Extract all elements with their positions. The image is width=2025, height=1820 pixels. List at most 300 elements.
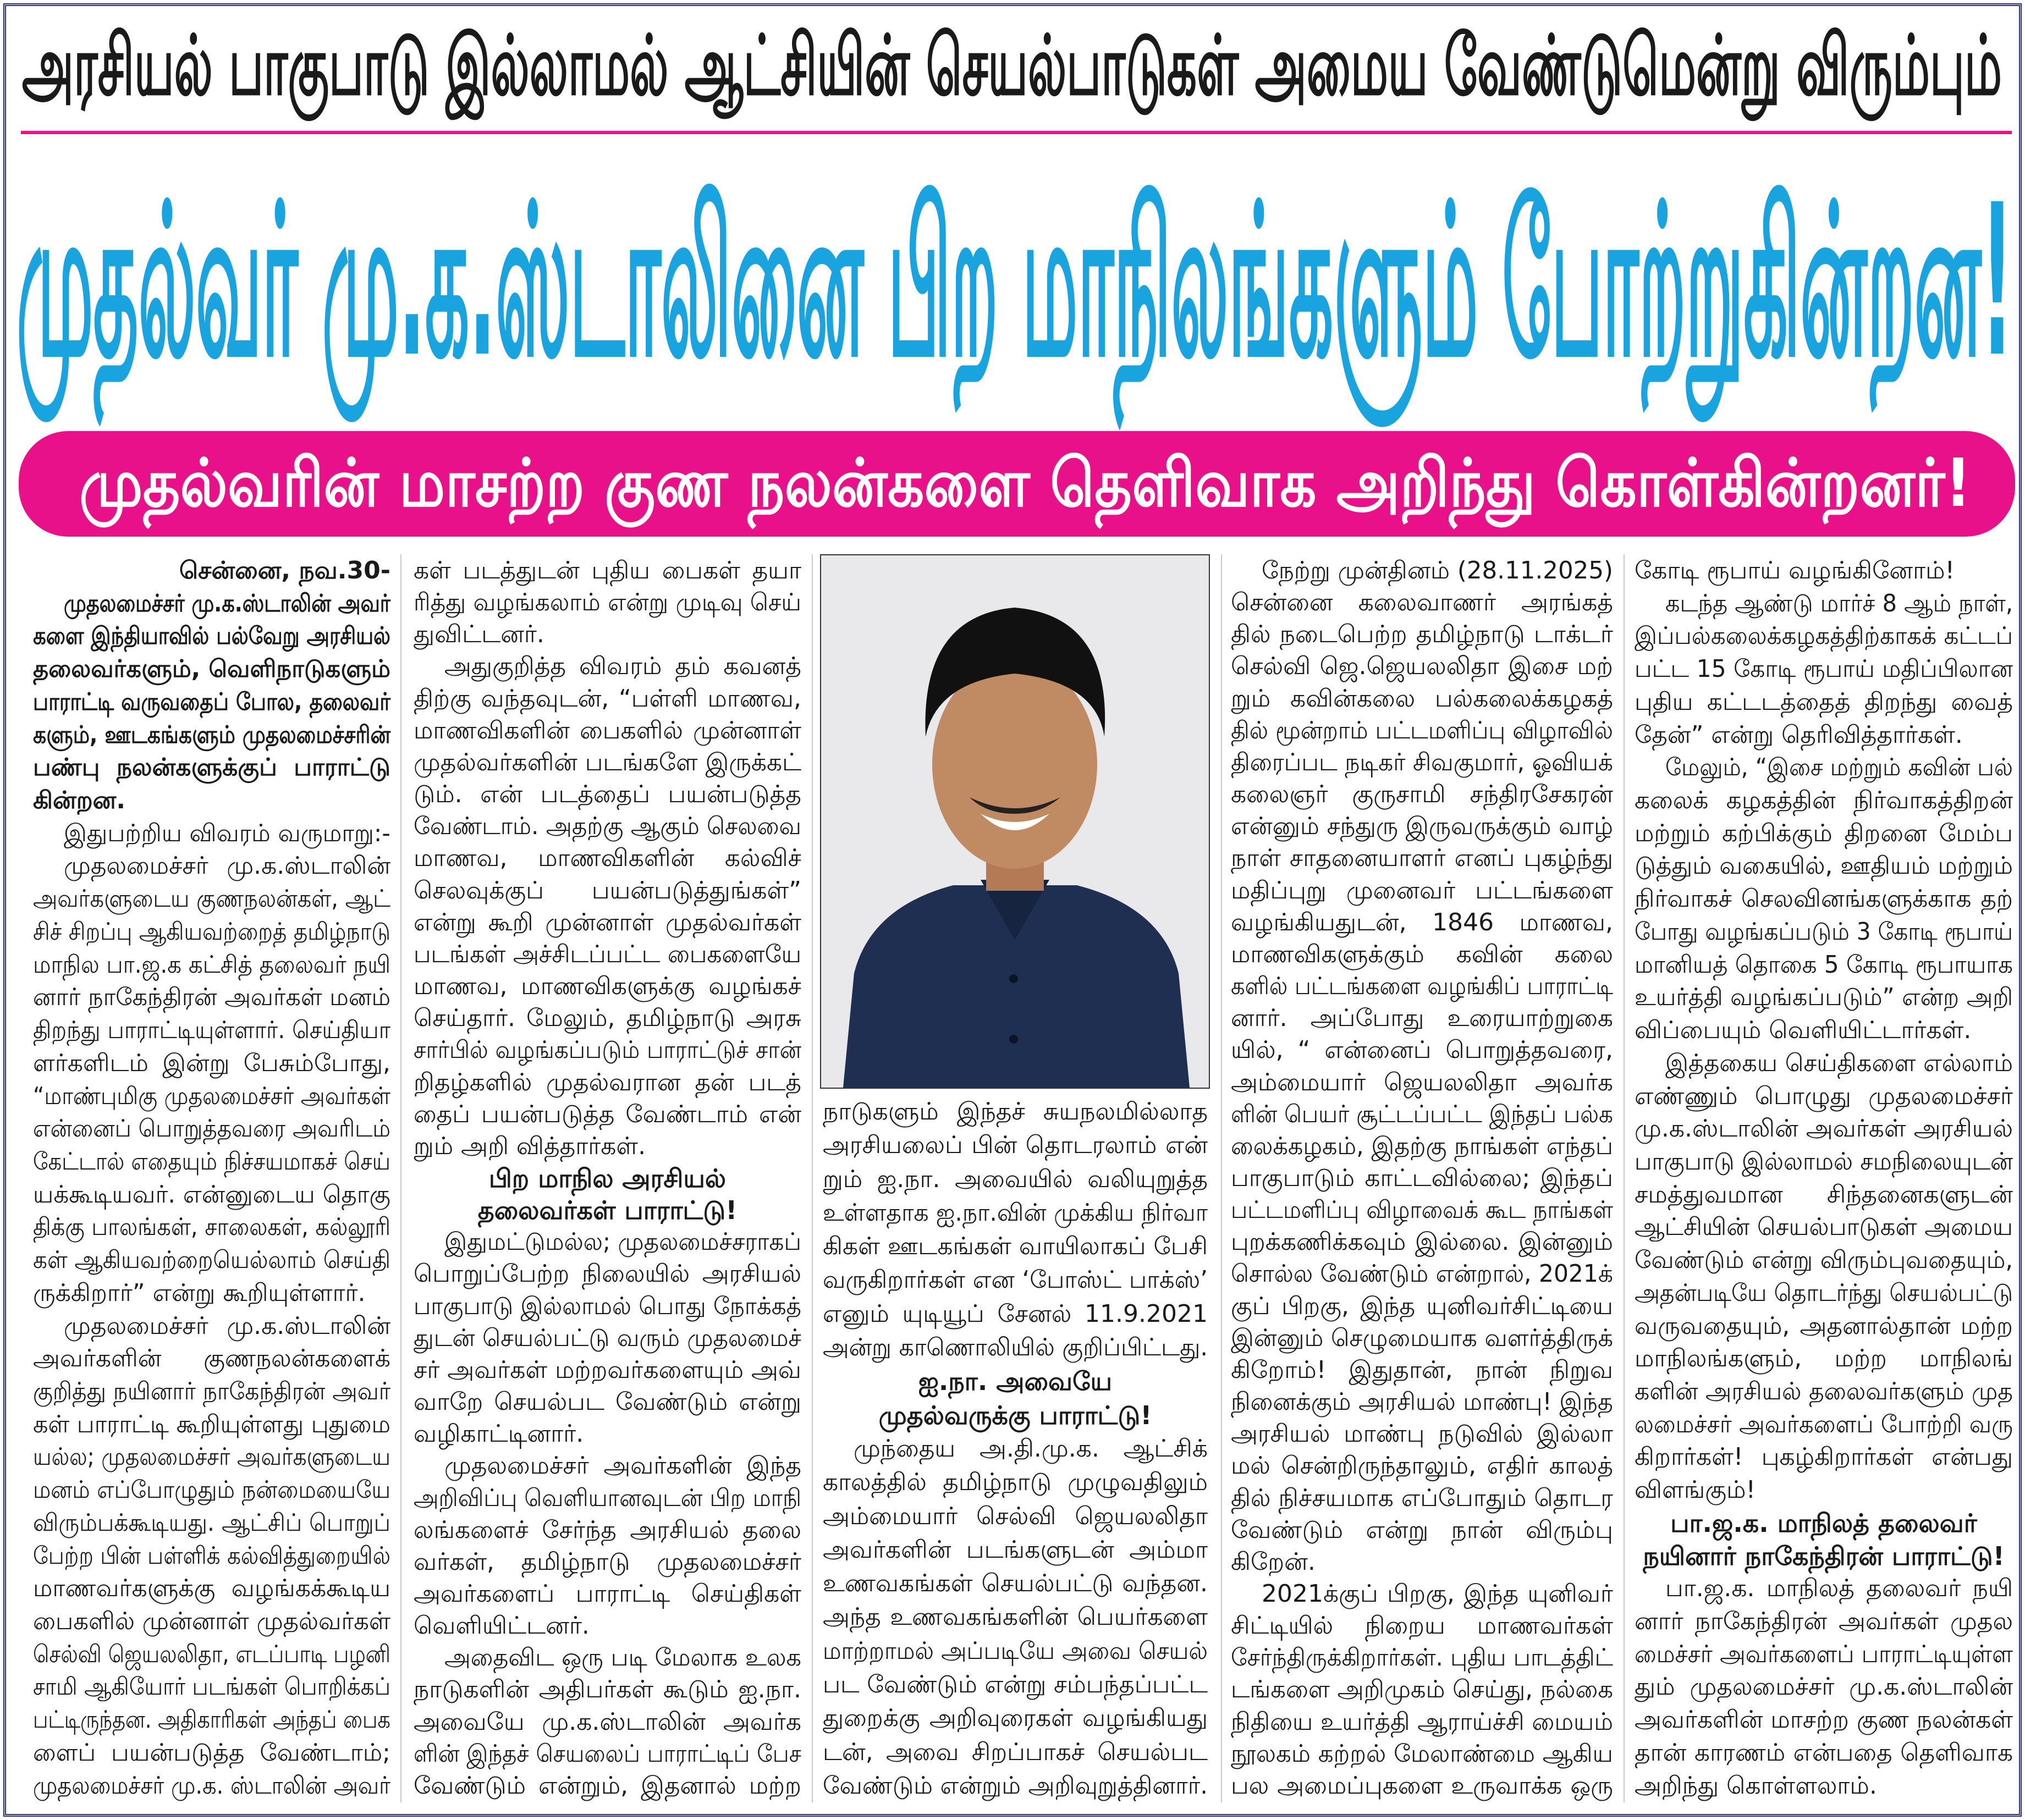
line-text: பட வேண்டும் என்று சம்பந்தப்பட்ட — [823, 1670, 1208, 1699]
line-text: “மாண்புமிகு முதலமைச்சர் அவர்கள் — [33, 1082, 390, 1110]
line-text: யில், “ என்னைப் பொறுத்தவரை, — [1231, 1036, 1613, 1065]
article-text-line — [414, 685, 801, 713]
article-text-line — [1231, 1643, 1613, 1672]
article-text-line — [414, 588, 801, 617]
article-text-line — [823, 1569, 1208, 1598]
line-text: தலைவர்களும், வெளிநாடுகளும் — [33, 655, 390, 683]
line-text: கள் படத்துடன் புதிய பைகள் தயா — [414, 556, 801, 584]
line-text: தில் நடைபெற்ற தமிழ்நாடு டாக்டர் — [1231, 620, 1613, 649]
line-text: தில் நிச்சயமாக எப்போதும் தொடர — [1231, 1483, 1613, 1512]
article-text-line — [1231, 1388, 1613, 1416]
line-text: எண்ணும் பொழுது முதலமைச்சர் — [1635, 1082, 2013, 1110]
article-text-line — [414, 1484, 801, 1513]
line-text: டங்களை அறிமுகம் செய்து, நல்கை — [1231, 1675, 1613, 1704]
line-text: தான் காரணம் என்பதை தெளிவாக — [1635, 1738, 2013, 1767]
article-text-line — [33, 1706, 390, 1734]
line-text: வழங்கியதுடன், 1846 மாணவ, — [1231, 908, 1613, 936]
line-text: 2021க்குப் பிறகு, இந்த யுனிவர் — [1262, 1580, 1613, 1608]
article-text-line — [1231, 685, 1613, 713]
line-text: செய்தார். மேலும், தமிழ்நாடு அரசு — [414, 1004, 801, 1033]
article-text-line — [1231, 1452, 1613, 1480]
line-text: விப்பையும் வெளியிட்டார்கள். — [1635, 1016, 1972, 1045]
line-text: நாடுகளின் அதிபர்கள் கூடும் ஐ.நா. — [414, 1675, 801, 1704]
line-text: கள் பாராட்டி கூறியுள்ளது புதுமை — [33, 1410, 390, 1438]
line-text: தலைவர்கள் பாராட்டு! — [477, 1195, 738, 1226]
article-text-line — [414, 1420, 801, 1448]
article-text-line — [1635, 1673, 2013, 1701]
line-text: பண்பு நலன்களுக்குப் பாராட்டு — [33, 753, 390, 782]
article-text-line — [1231, 1004, 1613, 1033]
article-text-line — [1635, 688, 2013, 716]
line-text: விளங்கும்! — [1635, 1476, 1756, 1504]
line-text: ஆட்சியின் செயல்பாடுகள் அமைய — [1635, 1213, 2013, 1242]
line-text: அரசியல் மாண்பு நடுவில் இல்லா — [1231, 1420, 1613, 1448]
article-text-line — [33, 1410, 390, 1439]
article-text-line — [414, 908, 801, 937]
line-text: னார் நாகேந்திரன் அவர்கள் முதல — [1635, 1607, 2013, 1635]
line-text: வழிகாட்டினார். — [414, 1420, 584, 1448]
line-text: மாணவர்களுக்கு வழங்கக்கூடிய — [33, 1574, 390, 1603]
line-text: டுத்தும் வகையில், ஊதியம் மற்றும் — [1635, 852, 2013, 880]
line-text: என்னைப் பொறுத்தவரை அவரிடம் — [33, 1115, 390, 1143]
line-text: ளின் பெயர் சூட்டப்பட்ட இந்தப் பல்க — [1231, 1100, 1613, 1128]
article-text-line — [1231, 812, 1613, 841]
line-text: வருகிறார்கள் என ‘போஸ்ட் பாக்ஸ்’ — [823, 1266, 1208, 1294]
line-text: மல் சென்றிருந்தாலும், எதிர் காலத் — [1231, 1452, 1613, 1480]
line-text: தேன்” என்று தெரிவித்தார்கள். — [1635, 720, 1963, 749]
article-text-line — [1635, 819, 2013, 848]
article-text-line — [1231, 1292, 1613, 1321]
article-text-line — [414, 620, 801, 649]
article-text-line — [1231, 940, 1613, 969]
article-text-line — [1635, 1246, 2013, 1275]
line-text: அம்மையார் செல்வி ஜெயலலிதா — [823, 1502, 1208, 1530]
article-text-line — [414, 1580, 801, 1608]
line-text: அவர்களுடைய குணநலன்கள், ஆட் — [33, 885, 390, 913]
article-text-line — [1635, 1410, 2013, 1439]
kicker-headline-text: அரசியல் பாகுபாடு இல்லாமல் ஆட்சியின் செயல்பாடுகள் அமைய வேண்டுமென்று விரும்பும் — [22, 18, 2002, 114]
article-text-line — [33, 1115, 390, 1143]
line-text: முதலமைச்சர் மு.க.ஸ்டாலின் — [64, 1311, 390, 1340]
line-text: கின்றன. — [33, 786, 126, 815]
article-text-line — [33, 1640, 390, 1669]
article-text-line — [33, 1344, 390, 1373]
article-text-line — [1635, 1739, 2013, 1767]
line-text: கோடி ரூபாய் வழங்கினோம்! — [1635, 556, 1955, 584]
line-text: மாநில பா.ஜ.க கட்சித் தலைவர் நயி — [33, 950, 390, 979]
article-text-line — [1231, 1324, 1613, 1353]
article-column-2 — [414, 556, 801, 1800]
line-text: நிதியை உயர்த்தி ஆராய்ச்சி மையம் — [1231, 1707, 1613, 1736]
article-text-line — [823, 1738, 1208, 1767]
article-text-line — [1635, 1476, 2013, 1504]
line-text: படங்கள் அச்சிடப்பட்ட பைகளையே — [414, 940, 801, 968]
article-text-line — [1635, 983, 2013, 1012]
article-text-line — [1231, 1228, 1613, 1256]
article-text-line — [1635, 885, 2013, 913]
kicker-headline — [22, 11, 2002, 121]
article-text-line — [33, 1673, 390, 1701]
article-column-5 — [1635, 556, 2013, 1800]
article-text-line — [33, 1443, 390, 1471]
article-text-line — [1635, 1344, 2013, 1373]
line-text: அரசியலைப் பின் தொடரலாம் என் — [823, 1131, 1208, 1160]
line-text: வேண்டும் என்றும் அறிவுறுத்தினார். — [823, 1771, 1208, 1800]
line-text: சொல்ல வேண்டும் என்றால், 2021க் — [1231, 1260, 1613, 1288]
line-text: உள்ளதாக ஐ.நா.வின் முக்கிய நிர்வா — [823, 1198, 1208, 1227]
article-text-line — [414, 812, 801, 841]
line-text: அம்மையார் ஜெயலலிதா அவர்க — [1231, 1068, 1613, 1096]
article-text-line — [414, 940, 801, 969]
article-text-line — [1231, 1356, 1613, 1385]
line-text: குப் பிறகு, இந்த யுனிவர்சிட்டியை — [1231, 1292, 1613, 1320]
line-text: மாணவிகளின் பைகளில் முன்னாள் — [414, 716, 801, 744]
article-text-line — [1231, 972, 1613, 1001]
article-text-line — [1635, 1115, 2013, 1143]
line-text: களின் அரசியல் தலைவர்களும் முத — [1635, 1377, 2013, 1405]
article-text-line — [1635, 852, 2013, 880]
line-text: களும், ஊடகங்களும் முதலமைச்சரின் — [33, 720, 390, 749]
article-text-line — [414, 1612, 801, 1640]
section-heading — [414, 1196, 801, 1225]
line-text: ருக்கிறார்” என்று கூறியுள்ளார். — [33, 1278, 366, 1307]
article-text-line — [33, 786, 390, 815]
line-text: அறிந்து கொள்ளலாம். — [1635, 1771, 1877, 1800]
line-text: குறித்து நயினார் நாகேந்திரன் அவர் — [33, 1377, 390, 1405]
line-text: மாநிலங்களும், மற்ற மாநிலங் — [1635, 1344, 2013, 1373]
line-text: றும் ஐ.நா. அவையில் வலியுறுத்த — [823, 1165, 1208, 1193]
article-text-line — [1635, 1279, 2013, 1308]
line-text: அந்த உணவகங்களின் பெயர்களை — [823, 1603, 1208, 1631]
column-divider — [1624, 554, 1625, 1802]
line-text: நூலகம் கற்றல் மேலாண்மை ஆகிய — [1231, 1739, 1613, 1768]
section-heading — [823, 1367, 1208, 1396]
line-text: இதுமட்டுமல்ல; முதலமைச்சராகப் — [444, 1228, 801, 1256]
main-headline — [16, 144, 2013, 419]
article-text-line — [33, 1509, 390, 1537]
line-text: அதுகுறித்த விவரம் தம் கவனத் — [444, 652, 801, 681]
line-text: புறக்கணிக்கவும் இல்லை. இன்னும் — [1231, 1228, 1613, 1256]
line-text: மைச்சர் அவர்களைப் பாராட்டியுள்ள — [1635, 1640, 2013, 1668]
line-text: அவர்களின் மாசற்ற குண நலன்கள் — [1635, 1706, 2013, 1734]
section-heading — [823, 1401, 1208, 1430]
line-text: திரைப்பட நடிகர் சிவகுமார், ஓவியக் — [1231, 748, 1613, 776]
line-text: மனம் எப்போழுதும் நன்மையையே — [33, 1476, 390, 1504]
line-text: அவையே மு.க.ஸ்டாலின் அவர்க — [414, 1707, 801, 1736]
article-text-line — [1635, 918, 2013, 946]
main-headline-text: முதல்வர் மு.க.ஸ்டாலினை பிற மாநிலங்களும் போற்றுகின்றன! — [16, 159, 2013, 403]
article-text-line — [823, 1772, 1208, 1800]
line-text: ஐ.நா. அவையே — [918, 1366, 1113, 1397]
article-text-line — [823, 1502, 1208, 1531]
subheadline-text: முதல்வரின் மாசற்ற குண நலன்களை தெளிவாக அறிந்து கொள்கின்றனர்! — [79, 445, 1971, 522]
line-text: பட்டிருந்தன. அதிகாரிகள் அந்தப் பைக — [33, 1706, 390, 1734]
article-text-line — [1231, 1740, 1613, 1768]
section-heading — [1635, 1542, 2013, 1570]
column-divider — [1221, 554, 1222, 1802]
article-text-line — [33, 1016, 390, 1045]
article-text-line — [823, 1603, 1208, 1631]
line-text: காலத்தில் தமிழ்நாடு முழுவதிலும் — [823, 1468, 1208, 1497]
article-text-line — [33, 688, 390, 716]
article-text-line — [33, 1574, 390, 1603]
line-text: முதல்வருக்கு பாராட்டு! — [878, 1400, 1152, 1430]
article-text-line — [1231, 652, 1613, 681]
article-text-line — [1231, 1516, 1613, 1545]
article-text-line — [414, 1132, 801, 1161]
article-text-line — [33, 1246, 390, 1275]
article-text-line — [1231, 908, 1613, 937]
line-text: கடந்த ஆண்டு மார்ச் 8 ஆம் நாள், — [1665, 589, 2013, 617]
article-text-line — [1635, 622, 2013, 650]
article-text-line — [1231, 1100, 1613, 1129]
line-text: மாற்றாமல் அப்படியே அவை செயல் — [823, 1636, 1208, 1665]
article-text-line — [1635, 1312, 2013, 1341]
article-text-line — [1635, 951, 2013, 979]
article-text-line — [823, 1097, 1208, 1126]
article-column-3 — [823, 1097, 1208, 1800]
line-text: திற்கு வந்தவுடன், “பள்ளி மாணவ, — [414, 684, 801, 713]
article-text-line — [414, 1643, 801, 1672]
line-text: றிதழ்களில் முதல்வரான தன் படத் — [414, 1068, 801, 1096]
column-divider — [400, 554, 401, 1802]
line-text: திக்கு பாலங்கள், சாலைகள், கல்லூரி — [33, 1213, 390, 1242]
article-text-line — [414, 1260, 801, 1288]
article-text-line — [1635, 655, 2013, 683]
line-text: முந்தைய அ.தி.மு.க. ஆட்சிக் — [854, 1434, 1208, 1463]
line-text: பட்டமளிப்பு விழாவைக் கூட நாங்கள் — [1231, 1196, 1613, 1225]
line-text: நாடுகளும் இந்தச் சுயநலமில்லாத — [823, 1097, 1208, 1126]
line-text: அவர்களின் படங்களுடன் அம்மா — [823, 1535, 1208, 1564]
article-text-line — [823, 1199, 1208, 1227]
line-text: வர்கள், தமிழ்நாடு முதலமைச்சர் — [414, 1547, 801, 1576]
line-text: பாகுபாடு இல்லாமல் சமநிலையுடன் — [1635, 1147, 2013, 1176]
dateline — [33, 556, 390, 585]
article-text-line — [1635, 1607, 2013, 1636]
line-text: உணவகங்கள் செயல்பட்டு வந்தன. — [823, 1569, 1208, 1598]
article-text-line — [33, 1377, 390, 1406]
line-text: முதலமைச்சர் அவர்களின் இந்த — [444, 1452, 801, 1480]
article-text-line — [33, 918, 390, 946]
line-text: சர் அவர்கள் மற்றவர்களையும் அவ் — [414, 1355, 801, 1384]
line-text: சிச் சிறப்பு ஆகியவற்றைத் தமிழ்நாடு — [33, 917, 390, 946]
article-text-line — [823, 1300, 1208, 1328]
line-text: என்று கூறி முன்னாள் முதல்வர்கள் — [414, 908, 801, 936]
article-text-line — [1231, 1196, 1613, 1225]
article-text-line — [1231, 1772, 1613, 1800]
line-text: றும் கவின்கலை பல்கலைக்கழகத் — [1231, 684, 1613, 713]
line-text: அவர்களைப் பாராட்டி செய்திகள் — [414, 1580, 801, 1608]
article-text-line — [1231, 620, 1613, 649]
line-text: முதலமைச்சர் மு.க.ஸ்டாலின் அவர் — [64, 589, 390, 617]
article-text-line — [1231, 588, 1613, 617]
article-text-line — [1635, 786, 2013, 815]
article-column-4 — [1231, 556, 1613, 1800]
article-text-line — [1231, 1675, 1613, 1704]
line-text: தில் மூன்றாம் பட்டமளிப்பு விழாவில் — [1231, 716, 1613, 744]
article-text-line — [414, 748, 801, 777]
line-text: இதுபற்றிய விவரம் வருமாறு:- — [64, 819, 390, 847]
article-text-line — [414, 1772, 801, 1800]
article-text-line — [33, 1181, 390, 1209]
line-text: வேண்டும் என்றும், இதனால் மற்ற — [414, 1771, 801, 1800]
article-text-line — [823, 1435, 1208, 1463]
article-text-line — [823, 1704, 1208, 1733]
article-text-line — [823, 1468, 1208, 1497]
article-text-line — [414, 1452, 801, 1480]
line-text: செலவுக்குப் பயன்படுத்துங்கள்” — [414, 876, 801, 905]
line-text: பொறுப்பேற்ற நிலையில் அரசியல் — [414, 1260, 801, 1288]
article-text-line — [1635, 1574, 2013, 1603]
line-text: றும் அறி வித்தார்கள். — [414, 1132, 646, 1160]
article-text-line — [33, 852, 390, 880]
line-text: கலைக் கழகத்தின் நிர்வாகத்திறன் — [1635, 786, 2013, 815]
line-text: இத்தகைய செய்திகளை எல்லாம் — [1665, 1049, 2013, 1077]
line-text: தும் முதலமைச்சர் மு.க.ஸ்டாலின் — [1635, 1673, 2013, 1701]
article-text-line — [414, 1100, 801, 1129]
article-text-line — [1635, 1082, 2013, 1111]
line-text: மாணவ, மாணவிகளுக்கு வழங்கச் — [414, 972, 801, 1001]
line-text: மு.க.ஸ்டாலின் அவர்கள் அரசியல் — [1635, 1115, 2013, 1143]
article-text-line — [1231, 1484, 1613, 1513]
line-text: வேண்டும் என்று நான் விரும்பு — [1231, 1515, 1613, 1544]
line-text: கிறார்கள்! புகழ்கிறார்கள் என்பது — [1635, 1443, 2013, 1471]
line-text: செல்வி ஜெயலலிதா, எடப்பாடி பழனி — [33, 1640, 390, 1668]
article-text-line — [33, 819, 390, 848]
line-text: என்னும் சந்துரு இருவருக்கும் வாழ் — [1231, 812, 1613, 841]
article-text-line — [1231, 748, 1613, 777]
line-text: சென்னை, நவ.30- — [179, 556, 390, 584]
article-text-line — [823, 1232, 1208, 1261]
line-text: யக்கூடியவர். என்னுடைய தொகு — [33, 1180, 390, 1209]
article-text-line — [414, 1356, 801, 1385]
line-text: பாகுபாடும் காட்டவில்லை; இந்தப் — [1231, 1163, 1613, 1192]
line-text: களை இந்தியாவில் பல்வேறு அரசியல் — [33, 622, 390, 650]
line-text: அறிவிப்பு வெளியானவுடன் பிற மாநி — [414, 1483, 801, 1512]
line-text: பிற மாநில அரசியல் — [488, 1163, 727, 1193]
article-text-line — [823, 1165, 1208, 1194]
line-text: னார். அப்போது உரையாற்றுகை — [1231, 1004, 1613, 1033]
line-text: மானியத் தொகை 5 கோடி ரூபாயாக — [1635, 950, 2013, 979]
article-text-line — [1635, 1443, 2013, 1471]
article-text-line — [823, 1333, 1208, 1362]
article-text-line — [33, 1082, 390, 1111]
line-text: பைகளில் முன்னாள் முதல்வர்கள் — [33, 1607, 390, 1635]
article-text-line — [414, 780, 801, 809]
subheadline-banner — [19, 431, 2015, 537]
line-text: கிறேன். — [1231, 1547, 1316, 1576]
article-text-line — [1635, 1377, 2013, 1406]
article-text-line — [33, 721, 390, 749]
article-text-line — [1635, 1148, 2013, 1176]
chief-minister-photo — [820, 554, 1210, 1089]
line-text: அதன்படியே தொடர்ந்து செயல்பட்டு — [1635, 1278, 2013, 1307]
line-text: ரித்து வழங்கலாம் என்று முடிவு செய் — [414, 588, 801, 617]
line-text: சார்பில் வழங்கப்படும் பாராட்டுச் சான் — [414, 1036, 801, 1065]
article-text-line — [33, 1739, 390, 1767]
line-text: அன்று காணொலியில் குறிப்பிட்டது. — [823, 1333, 1208, 1362]
line-text: பா.ஜ.க. மாநிலத் தலைவர் நயி — [1665, 1574, 2013, 1603]
article-text-line — [1635, 1213, 2013, 1242]
line-text: வருவதையும், அதனால்தான் மற்ற — [1635, 1311, 2013, 1340]
line-text: பல அமைப்புகளை உருவாக்க ஒரு — [1231, 1771, 1613, 1800]
line-text: பாராட்டி வருவதைப் போல, தலைவர் — [33, 687, 390, 716]
line-text: சிட்டியில் நிறைய மாணவர்கள் — [1231, 1612, 1613, 1640]
line-text: கள் ஆகியவற்றையெல்லாம் செய்தி — [33, 1246, 390, 1275]
line-text: உயர்த்தி வழங்கப்படும்” என்ற அறி — [1635, 983, 2013, 1012]
article-text-line — [33, 983, 390, 1012]
line-text: மாணவ, மாணவிகளின் கல்விச் — [414, 844, 801, 873]
article-text-line — [414, 1004, 801, 1033]
line-text: யல்ல; முதலமைச்சர் அவர்களுடைய — [33, 1443, 390, 1471]
line-text: துடன் செயல்பட்டு வரும் முதலமைச் — [414, 1323, 801, 1352]
article-text-line — [414, 1036, 801, 1065]
line-text: டன், அவை சிறப்பாகச் செயல்பட — [823, 1738, 1208, 1766]
line-text: துறைக்கு அறிவுரைகள் வழங்கியது — [823, 1704, 1208, 1733]
article-text-line — [1231, 1548, 1613, 1576]
line-text: முதல்வர்களின் படங்களே இருக்கட் — [414, 748, 801, 776]
article-text-line — [33, 589, 390, 618]
article-text-line — [414, 652, 801, 681]
line-text: நிர்வாகச் செலவினங்களுக்காக தற் — [1635, 885, 2013, 913]
line-text: எனும் யுடியூப் சேனல் 11.9.2021 — [823, 1299, 1208, 1328]
article-text-line — [823, 1536, 1208, 1564]
article-text-line — [823, 1131, 1208, 1160]
article-text-line — [1635, 1640, 2013, 1669]
article-text-line — [1231, 1164, 1613, 1193]
article-text-line — [33, 1312, 390, 1341]
article-text-line — [33, 951, 390, 979]
line-text: நேற்று முன்தினம் (28.11.2025) — [1262, 556, 1613, 584]
article-text-line — [414, 556, 801, 585]
line-text: தைப் பயன்படுத்த வேண்டாம் என் — [414, 1100, 801, 1128]
line-text: பேற்ற பின் பள்ளிக் கல்வித்துறையில் — [33, 1541, 390, 1570]
line-text: வேண்டும் என்று விரும்புவதையும், — [1635, 1246, 2013, 1275]
line-text: சேர்ந்திருக்கிறார்கள். புதிய பாடத்திட் — [1231, 1643, 1613, 1672]
line-text: சென்னை கலைவாணர் அரங்கத் — [1231, 588, 1613, 617]
line-text: செல்வி ஜெ.ஜெயலலிதா இசை மற் — [1231, 652, 1613, 681]
article-text-line — [414, 876, 801, 905]
article-text-line — [414, 972, 801, 1001]
line-text: பட்ட 15 கோடி ரூபாய் மதிப்பிலான — [1635, 655, 2013, 683]
headline-divider — [21, 131, 2012, 134]
article-text-line — [823, 1670, 1208, 1699]
article-column-1 — [33, 556, 390, 1800]
article-text-line — [414, 1324, 801, 1353]
line-text: சமத்துவமான சிந்தனைகளுடன் — [1635, 1180, 2013, 1209]
article-text-line — [33, 622, 390, 650]
article-text-line — [414, 716, 801, 745]
column-divider — [812, 554, 813, 1802]
article-text-line — [1231, 716, 1613, 745]
article-text-line — [1635, 721, 2013, 749]
article-text-line — [823, 1266, 1208, 1294]
line-text: அவர்களின் குணநலன்களைக் — [33, 1344, 390, 1373]
article-text-line — [1635, 1049, 2013, 1078]
article-text-line — [33, 1476, 390, 1504]
line-text: கலைஞர் குருசாமி சந்திரசேகரன் — [1231, 780, 1613, 809]
article-text-line — [1231, 1260, 1613, 1288]
line-text: கிறோம்! இதுதான், நான் நிறுவ — [1231, 1355, 1613, 1384]
article-text-line — [414, 1516, 801, 1545]
line-text: விரும்பக்கூடியது. ஆட்சிப் பொறுப் — [33, 1508, 390, 1537]
line-text: பாகுபாடு இல்லாமல் பொது நோக்கத் — [414, 1292, 801, 1320]
line-text: ளின் இந்தச் செயலைப் பாராட்டிப் பேச — [414, 1739, 801, 1768]
line-text: முதலமைச்சர் மு.க. ஸ்டாலின் அவர் — [33, 1771, 390, 1800]
article-text-line — [414, 844, 801, 873]
line-text: புதிய கட்டடத்தைத் திறந்து வைத் — [1635, 687, 2013, 716]
article-text-line — [1231, 1132, 1613, 1161]
